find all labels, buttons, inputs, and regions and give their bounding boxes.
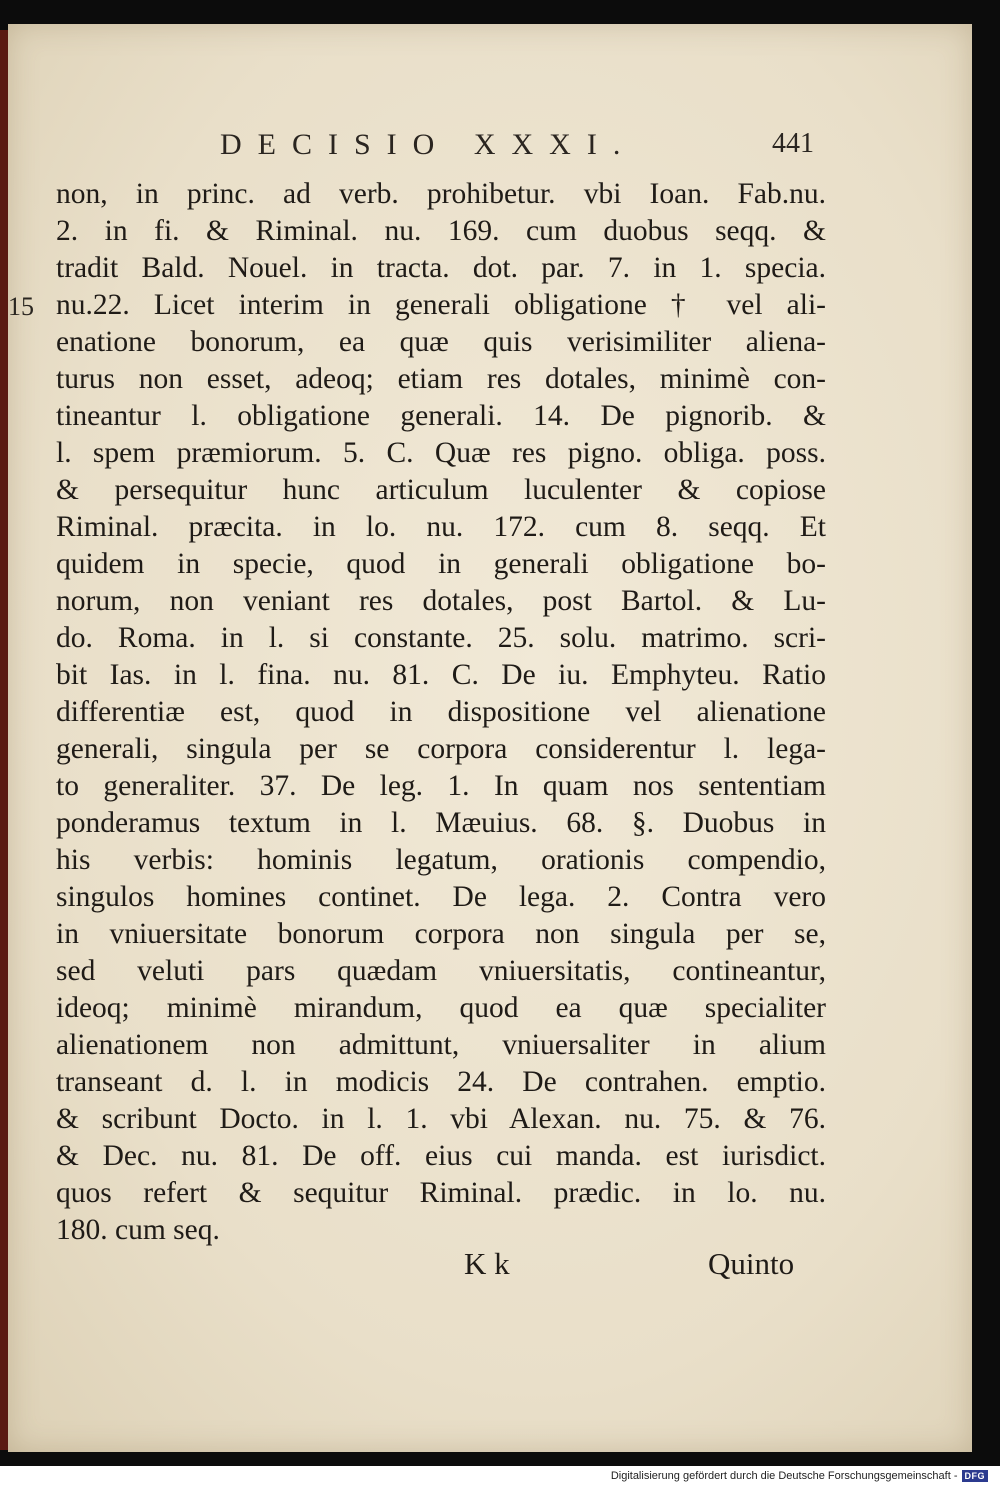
page-number: 441 (772, 128, 814, 159)
book-page (8, 24, 972, 1452)
text-line: do. Roma. in l. si constante. 25. solu. matrimo. scri- (56, 622, 826, 654)
text-line: & Dec. nu. 81. De off. eius cui manda. est iurisdict. (56, 1140, 826, 1172)
text-line: generali, singula per se corpora considerentur l. lega- (56, 733, 826, 765)
catchword: Quinto (708, 1246, 795, 1281)
margin-line-number: 15 (8, 292, 34, 321)
text-line: nu.22. Licet interim in generali obligatione † vel ali- (56, 289, 826, 321)
text-line: Riminal. præcita. in lo. nu. 172. cum 8. seqq. Et (56, 511, 826, 543)
text-line: & persequitur hunc articulum luculenter & copiose (56, 474, 826, 506)
text-line: 180. cum seq. (56, 1214, 220, 1246)
running-head: DECISIO XXXI. (220, 128, 637, 161)
text-line: in vniuersitate bonorum corpora non singula per se, (56, 918, 826, 950)
text-line: bit Ias. in l. fina. nu. 81. C. De iu. Emphyteu. Ratio (56, 659, 826, 691)
text-line: tineantur l. obligatione generali. 14. De pignorib. & (56, 400, 826, 432)
text-line: alienationem non admittunt, vniuersaliter in alium (56, 1029, 826, 1061)
text-line: differentiæ est, quod in dispositione vel alienatione (56, 696, 826, 728)
text-line: & scribunt Docto. in l. 1. vbi Alexan. nu. 75. & 76. (56, 1103, 826, 1135)
text-line: quidem in specie, quod in generali obligatione bo- (56, 548, 826, 580)
text-line: quos refert & sequitur Riminal. prædic. in lo. nu. (56, 1177, 826, 1209)
text-line: transeant d. l. in modicis 24. De contrahen. emptio. (56, 1066, 826, 1098)
body-text (56, 176, 826, 1249)
text-line: his verbis: hominis legatum, orationis compendio, (56, 844, 826, 876)
dfg-logo-icon: DFG (962, 1470, 989, 1482)
text-line: sed veluti pars quædam vniuersitatis, contineantur, (56, 955, 826, 987)
text-line: turus non esset, adeoq; etiam res dotales, minimè con- (56, 363, 826, 395)
text-line: enatione bonorum, ea quæ quis verisimiliter aliena- (56, 326, 826, 358)
text-line: l. spem præmiorum. 5. C. Quæ res pigno. obliga. poss. (56, 437, 826, 469)
binding-spine (0, 30, 8, 1450)
text-line: tradit Bald. Nouel. in tracta. dot. par. 7. in 1. specia. (56, 252, 826, 284)
text-line: ideoq; minimè mirandum, quod ea quæ specialiter (56, 992, 826, 1024)
signature-mark: K k (464, 1246, 510, 1281)
text-line: ponderamus textum in l. Mæuius. 68. §. Duobus in (56, 807, 826, 839)
text-line: 2. in fi. & Riminal. nu. 169. cum duobus seqq. & (56, 215, 826, 247)
text-line: norum, non veniant res dotales, post Bartol. & Lu- (56, 585, 826, 617)
text-line: singulos homines continet. De lega. 2. Contra vero (56, 881, 826, 913)
text-line: to generaliter. 37. De leg. 1. In quam nos sententiam (56, 770, 826, 802)
digitization-credit (611, 1470, 988, 1482)
text-line: non, in princ. ad verb. prohibetur. vbi Ioan. Fab.nu. (56, 178, 826, 210)
credit-text: Digitalisierung gefördert durch die Deutsche Forschungsgemeinschaft - (610, 1470, 958, 1482)
